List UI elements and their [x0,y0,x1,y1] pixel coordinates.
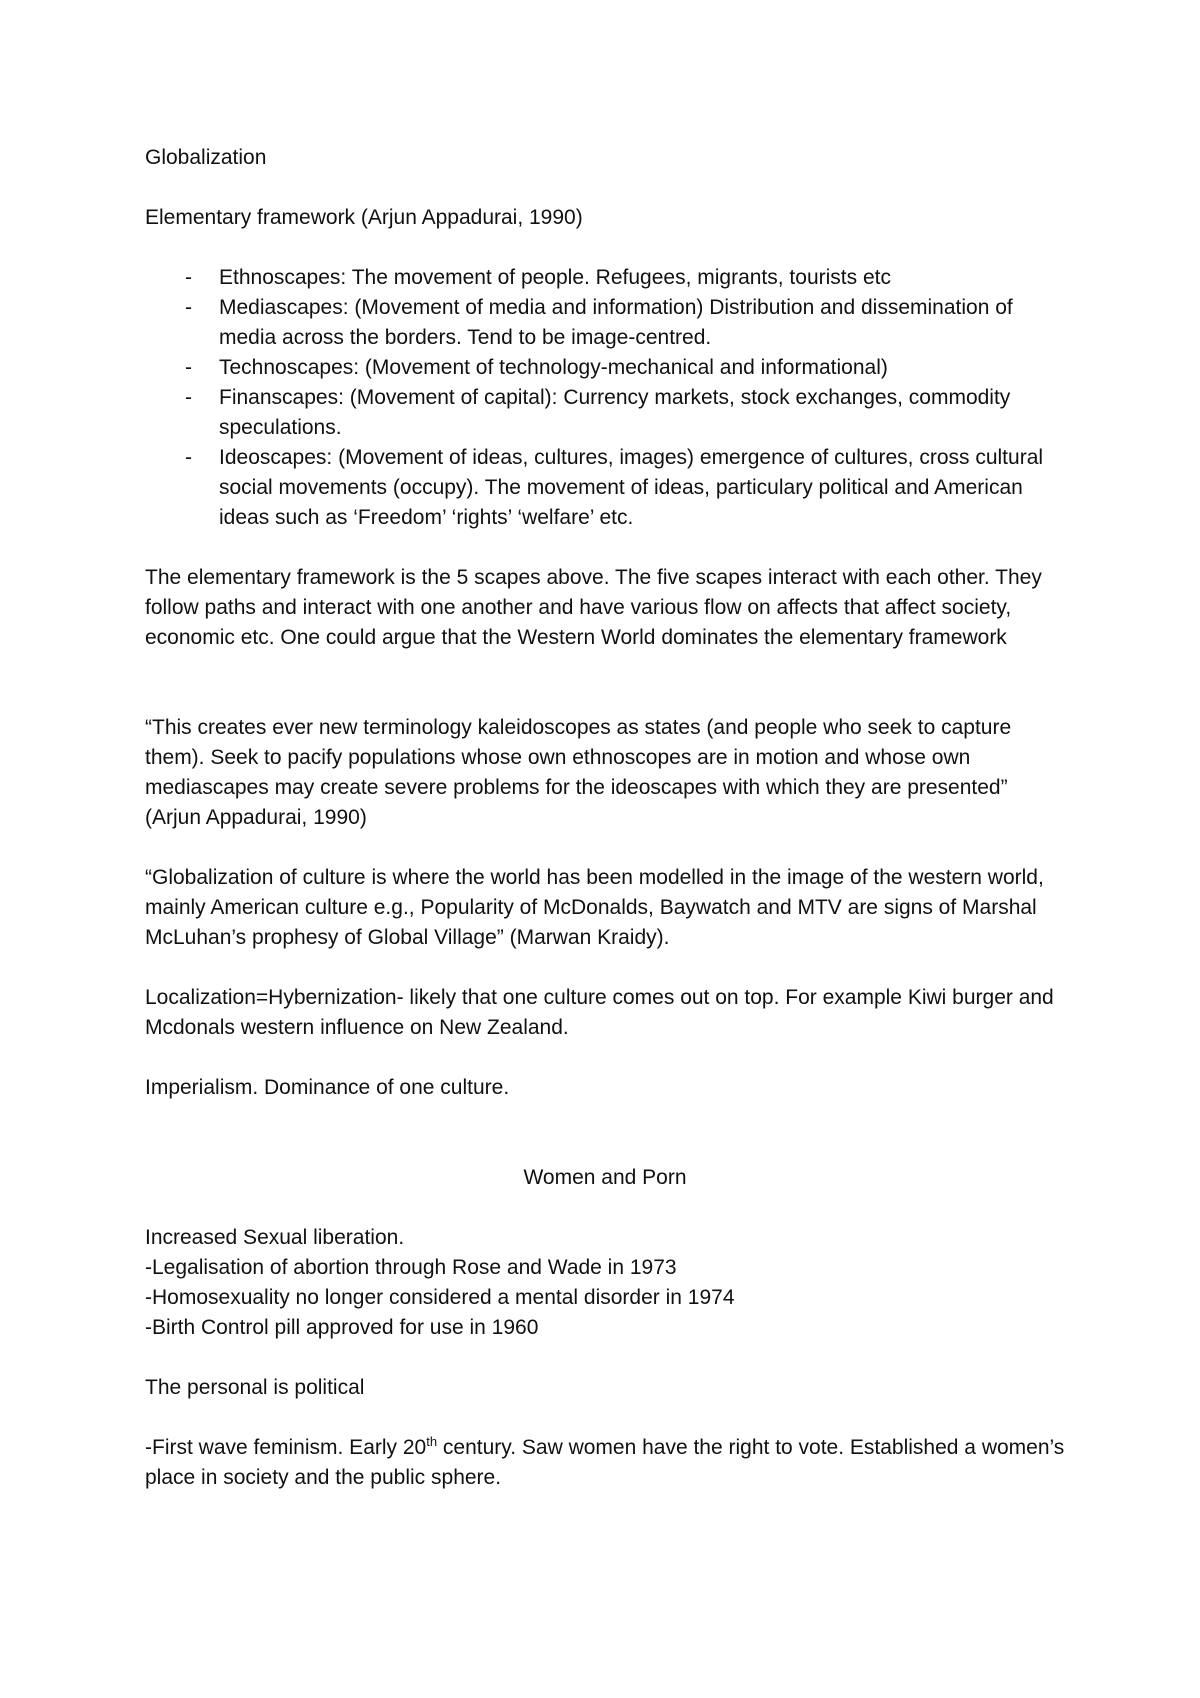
first-wave-paragraph [145,1433,1065,1493]
document-title: Globalization [145,146,267,169]
kraidy-quote: “Globalization of culture is where the world has been modelled in the image of the western world, mainly American culture e.g., Popularity of McDonalds, Baywatch and MTV are signs of Marshal McLuhan’s prophesy of Global Village” (Marwan Kraidy). [145,866,1044,949]
personal-political-heading: The personal is political [145,1376,365,1399]
liberation-heading: Increased Sexual liberation. [145,1226,405,1249]
scape-ideoscapes: Ideoscapes: (Movement of ideas, cultures, images) emergence of cultures, cross cultural social movements (occupy). The movement of ideas, particulary political and American ideas such as ‘Freedom’ ‘rights’ ‘welfare’ etc. [219,446,1044,529]
scape-finanscapes: Finanscapes: (Movement of capital): Currency markets, stock exchanges, commodity speculations. [219,386,1011,439]
document-page [145,143,1065,1493]
list-dash: - [185,296,192,319]
first-wave-text-start: -First wave feminism. Early 20 [145,1436,427,1459]
framework-heading: Elementary framework (Arjun Appadurai, 1990) [145,206,583,229]
scape-mediascapes: Mediascapes: (Movement of media and information) Distribution and dissemination of media across the borders. Tend to be image-centred. [219,296,1013,349]
list-item: -Legalisation of abortion through Rose and Wade in 1973 [145,1256,677,1279]
list-item [145,293,1065,353]
appadurai-quote: “This creates ever new terminology kaleidoscopes as states (and people who seek to capture them). Seek to pacify populations whose own ethnoscopes are in motion and whose own mediascapes may create severe problems for the ideoscapes with which they are presented” (Arjun Appadurai, 1990) [145,716,1012,829]
list-item [145,443,1065,533]
ordinal-superscript: th [426,1434,438,1449]
localization-paragraph: Localization=Hybernization- likely that one culture comes out on top. For example Kiwi burger and Mcdonals western influence on New Zealand. [145,986,1054,1039]
list-item: -Birth Control pill approved for use in 1960 [145,1316,539,1339]
list-dash: - [185,446,192,469]
list-dash: - [185,356,192,379]
list-item [145,383,1065,443]
section-title-women: Women and Porn [523,1166,687,1189]
list-item [145,353,1065,383]
list-item: -Homosexuality no longer considered a mental disorder in 1974 [145,1286,735,1309]
list-dash: - [185,266,192,289]
scape-technoscapes: Technoscapes: (Movement of technology-mechanical and informational) [219,356,888,379]
scape-ethnoscapes: Ethnoscapes: The movement of people. Refugees, migrants, tourists etc [219,266,891,289]
framework-paragraph: The elementary framework is the 5 scapes above. The five scapes interact with each other. They follow paths and interact with one another and have various flow on affects that affect society, economic etc. One could argue that the Western World dominates the elementary framework [145,566,1042,649]
scapes-list [145,263,1065,533]
imperialism-paragraph: Imperialism. Dominance of one culture. [145,1076,510,1099]
first-wave-text-end: century. Saw women have the right to vote. Established a women’s place in society and the public sphere. [145,1436,1065,1489]
list-dash: - [185,386,192,409]
list-item [145,263,1065,293]
